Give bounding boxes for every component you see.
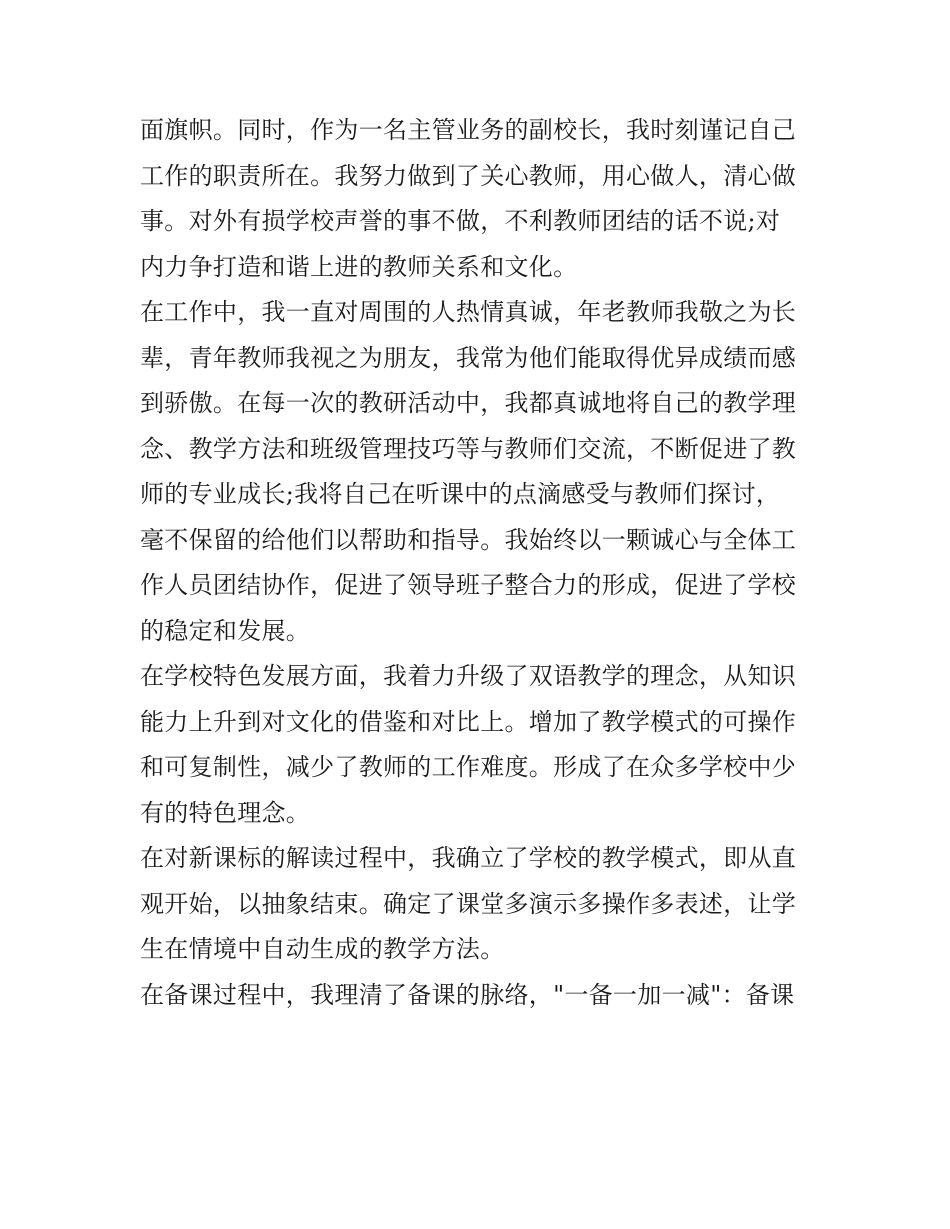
text-line: 内力争打造和谐上进的教师关系和文化。 <box>140 252 578 281</box>
text-line: 到骄傲。在每一次的教研活动中，我都真诚地将自己的教学理 <box>140 389 797 417</box>
text-line: 事。对外有损学校声誉的事不做，不利教师团结的话不说;对 <box>140 207 781 235</box>
text-line: 工作的职责所在。我努力做到了关心教师，用心做人，清心做 <box>140 161 797 190</box>
text-line: 生在情境中自动生成的教学方法。 <box>140 935 505 963</box>
text-line: 辈，青年教师我视之为朋友，我常为他们能取得优异成绩而感 <box>140 343 797 372</box>
text-line: 能力上升到对文化的借鉴和对比上。增加了教学模式的可操作 <box>140 707 797 736</box>
text-line: 念、教学方法和班级管理技巧等与教师们交流，不断促进了教 <box>140 434 797 463</box>
text-line: 有的特色理念。 <box>140 798 311 827</box>
text-line: 师的专业成长;我将自己在听课中的点滴感受与教师们探讨， <box>140 480 781 508</box>
text-line: 和可复制性，减少了教师的工作难度。形成了在众多学校中少 <box>140 753 797 781</box>
text-line: 在备课过程中，我理清了备课的脉络，"一备一加一减"：备课 <box>140 980 795 1009</box>
document-body <box>140 108 820 1018</box>
text-line: 在学校特色发展方面，我着力升级了双语教学的理念，从知识 <box>140 662 797 690</box>
text-line: 毫不保留的给他们以帮助和指导。我始终以一颗诚心与全体工 <box>140 525 797 554</box>
text-line: 在工作中，我一直对周围的人热情真诚，年老教师我敬之为长 <box>140 298 797 326</box>
text-line: 面旗帜。同时，作为一名主管业务的副校长，我时刻谨记自己 <box>140 116 797 144</box>
text-line: 观开始，以抽象结束。确定了课堂多演示多操作多表述，让学 <box>140 889 797 918</box>
text-line: 作人员团结协作，促进了领导班子整合力的形成，促进了学校 <box>140 571 797 599</box>
text-line: 在对新课标的解读过程中，我确立了学校的教学模式，即从直 <box>140 844 797 872</box>
text-line: 的稳定和发展。 <box>140 616 311 645</box>
